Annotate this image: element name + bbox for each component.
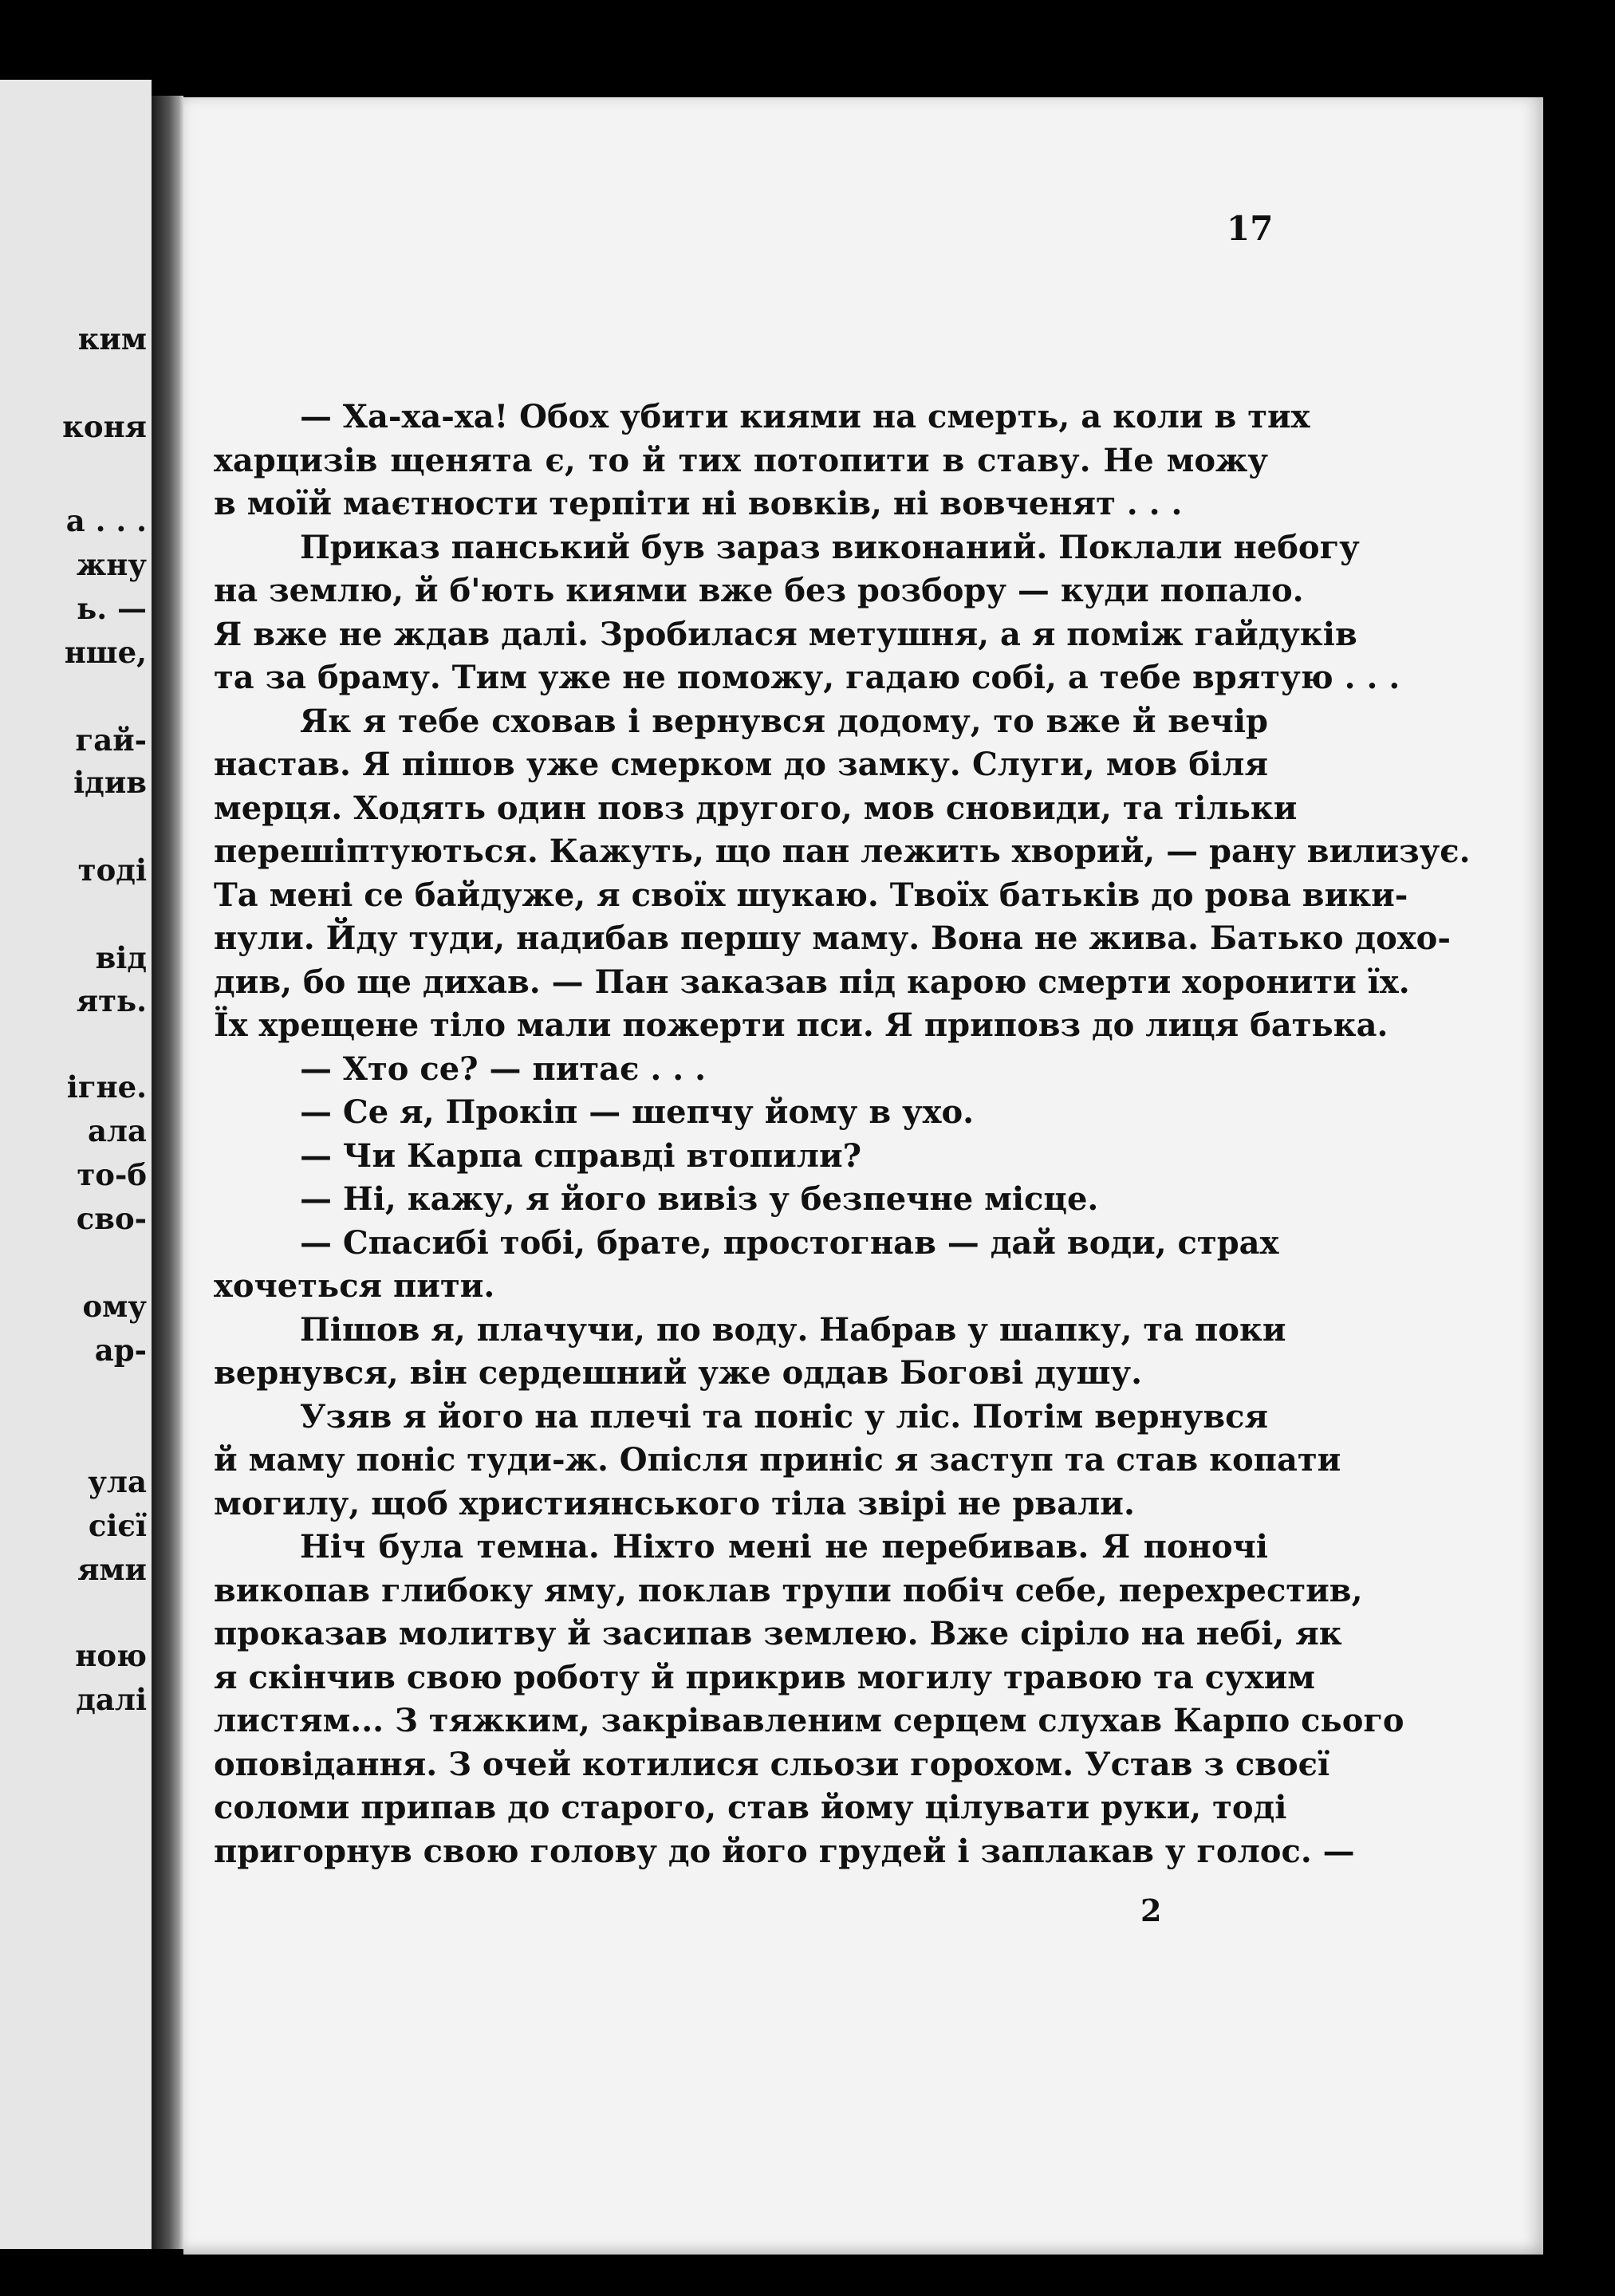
text-line: на землю, й б'ють киями вже без розбору — куди попало. [214,572,1304,609]
text-line: викопав глибоку яму, поклав трупи побіч себе, перехрестив, [214,1571,1363,1609]
left-page-fragment: далі [76,1682,147,1717]
left-page-fragment: ь. — [77,591,147,626]
text-line: й маму поніс туди-ж. Опісля приніс я заступ та став копати [214,1441,1341,1479]
text-line: мерця. Ходять один повз другого, мов сновиди, та тільки [214,789,1298,827]
text-line: — Спасибі тобі, брате, простогнав — дай води, страх [300,1223,1279,1262]
text-line: Приказ панський був зараз виконаний. Поклали небогу [300,528,1360,566]
right-background [1543,96,1615,2296]
left-page-fragment: то-б [77,1157,147,1192]
text-line: настав. Я пішов уже смерком до замку. Слуги, мов біля [214,746,1268,783]
text-line: — Ні, кажу, я його вивіз у безпечне місце. [300,1180,1099,1218]
left-page-fragment: ідив [73,765,147,800]
left-page-fragment: коня [62,409,147,444]
left-page-fragment: жну [76,547,147,582]
left-page-fragment: від [95,940,147,975]
left-page-fragment: ігне. [66,1069,147,1105]
left-page-fragment: нше, [64,635,147,670]
printer-signature-mark: 2 [1140,1892,1162,1928]
text-line: Пішов я, плачучи, по воду. Набрав у шапку, та поки [300,1310,1286,1349]
text-line: — Чи Карпа справді втопили? [300,1136,862,1175]
text-line: Я вже не ждав далі. Зробилася метушня, а я поміж гайдуків [214,615,1357,653]
text-line: соломи припав до старого, став йому цілувати руки, тоді [214,1789,1287,1826]
left-page-fragment: а . . . [65,503,147,538]
text-line: Як я тебе сховав і вернувся додому, то вже й вечір [300,702,1268,740]
text-line: — Хто се? — питає . . . [300,1050,707,1088]
text-line: Та мені се байдуже, я своїх шукаю. Твоїх батьків до рова вики- [214,876,1408,914]
text-line: харцизів щенята є, то й тих потопити в ставу. Не можу [214,441,1268,479]
left-page-fragment: ким [77,321,147,356]
left-page-fragment: ала [87,1113,147,1148]
text-line: могилу, щоб християнського тіла звірі не рвали. [214,1484,1135,1522]
text-line: проказав молитву й засипав землею. Вже сіріло на небі, як [214,1615,1342,1652]
text-line: нули. Йду туди, надибав першу маму. Вона не жива. Батько дохо- [214,920,1451,957]
text-line: Узяв я його на плечі та поніс у ліс. Потім вернувся [300,1397,1269,1435]
text-line: Ніч була темна. Ніхто мені не перебивав. Я поночі [300,1528,1268,1565]
text-line: — Се я, Прокіп — шепчу йому в ухо. [300,1093,975,1131]
previous-page-fragment [0,80,152,2249]
left-page-fragment: ула [88,1464,147,1499]
text-line: див, бо ще дихав. — Пан заказав під карою смерти хоронити їх. [214,963,1410,1001]
page-body-text [214,396,1471,1873]
book-gutter [152,96,183,2249]
text-line: вернувся, він сердешний уже оддав Богові душу. [214,1354,1143,1392]
left-page-fragment: ому [82,1289,147,1324]
left-page-fragment: ять. [76,983,147,1018]
text-line: пригорнув свою голову до його грудей і заплакав у голос. — [214,1832,1355,1870]
left-page-fragment: ною [75,1638,147,1673]
left-page-fragment: гай- [75,723,147,758]
text-line: в моїй маєтности терпіти ні вовків, ні вовченят . . . [214,485,1183,522]
left-page-fragment: ар- [94,1333,147,1368]
page-number: 17 [1227,209,1274,248]
text-line: та за браму. Тим уже не поможу, гадаю собі, а тебе врятую . . . [214,659,1400,696]
left-page-fragment: сієї [88,1508,147,1543]
left-page-fragment: ями [77,1552,147,1587]
bottom-background [183,2255,1615,2296]
text-line: листям... З тяжким, закрівавленим серцем слухав Карпо сього [214,1702,1404,1739]
text-line: перешіптуються. Кажуть, що пан лежить хворий, — рану вилизує. [214,833,1471,870]
text-line: хочеться пити. [214,1267,495,1305]
text-line: оповідання. З очей котилися сльози горохом. Устав з своєї [214,1745,1330,1783]
left-page-fragment: сво- [76,1201,147,1236]
text-line: я скінчив свою роботу й прикрив могилу травою та сухим [214,1658,1315,1696]
left-page-fragment: тоді [77,853,147,888]
text-line: — Ха-ха-ха! Обох убити киями на смерть, а коли в тих [300,398,1310,435]
text-line: Їх хрещене тіло мали пожерти пси. Я приповз до лиця батька. [214,1006,1389,1044]
